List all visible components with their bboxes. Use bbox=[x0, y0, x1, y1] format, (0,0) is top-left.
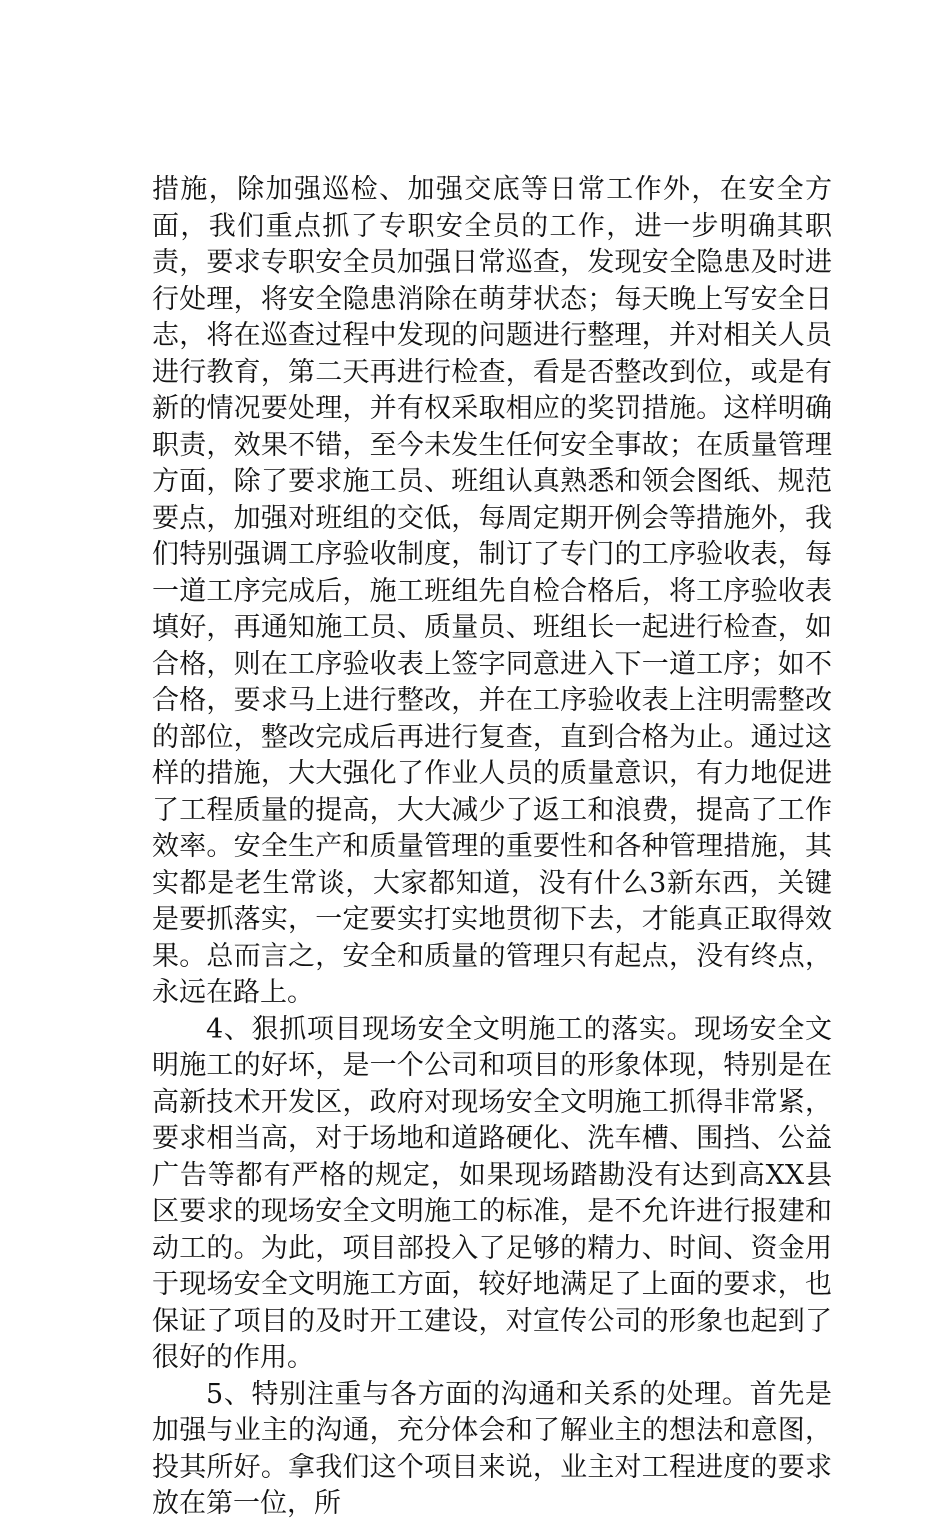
paragraph-communication: 5、特别注重与各方面的沟通和关系的处理。首先是加强与业主的沟通，充分体会和了解业主的想法和意图，投其所好。拿我们这个项目来说，业主对工程进度的要求放在第一位，所 bbox=[152, 1378, 832, 1519]
body-text bbox=[152, 172, 832, 1523]
paragraph-safety-quality: 措施，除加强巡检、加强交底等日常工作外，在安全方面，我们重点抓了专职安全员的工作，进一步明确其职责，要求专职安全员加强日常巡查，发现安全隐患及时进行处理，将安全隐患消除在萌芽状态；每天晚上写安全日志，将在巡查过程中发现的问题进行整理，并对相关人员进行教育，第二天再进行检查，看是否整改到位，或是有新的情况要处理，并有权采取相应的奖罚措施。这样明确职责，效果不错，至今未发生任何安全事故；在质量管理方面，除了要求施工员、班组认真熟悉和领会图纸、规范要点，加强对班组的交低，每周定期开例会等措施外，我们特别强调工序验收制度，制订了专门的工序验收表，每一道工序完成后，施工班组先自检合格后，将工序验收表填好，再通知施工员、质量员、班组长一起进行检查，如合格，则在工序验收表上签字同意进入下一道工序；如不合格，要求马上进行整改，并在工序验收表上注明需整改的部位，整改完成后再进行复查，直到合格为止。通过这样的措施，大大强化了作业人员的质量意识，有力地促进了工程质量的提高，大大减少了返工和浪费，提高了工作效率。安全生产和质量管理的重要性和各种管理措施，其实都是老生常谈，大家都知道，没有什么3新东西，关键是要抓落实，一定要实打实地贯彻下去，才能真正取得效果。总而言之，安全和质量的管理只有起点，没有终点，永远在路上。 bbox=[152, 174, 832, 1008]
paragraph-site-civilized-construction: 4、狠抓项目现场安全文明施工的落实。现场安全文明施工的好坏，是一个公司和项目的形象体现，特别是在高新技术开发区，政府对现场安全文明施工抓得非常紧，要求相当高，对于场地和道路硬化、洗车槽、围挡、公益广告等都有严格的规定，如果现场踏勘没有达到高XX县区要求的现场安全文明施工的标准，是不允许进行报建和动工的。为此，项目部投入了足够的精力、时间、资金用于现场安全文明施工方面，较好地满足了上面的要求，也保证了项目的及时开工建设，对宣传公司的形象也起到了很好的作用。 bbox=[152, 1013, 832, 1373]
